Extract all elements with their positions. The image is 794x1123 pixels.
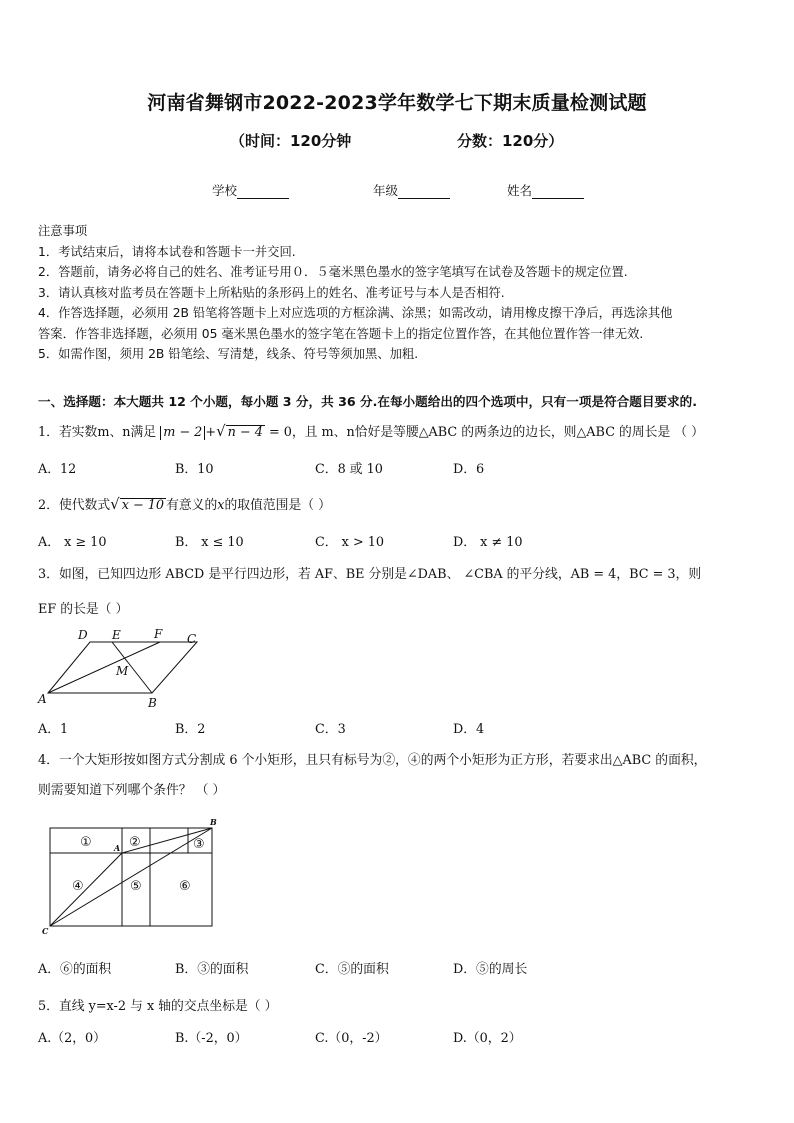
q2-stem: 2．使代数式 (38, 498, 111, 513)
q3-label-d: D (78, 628, 88, 642)
q4-option-b[interactable]: B．③的面积 (175, 962, 249, 977)
q4-option-c[interactable]: C．⑤的面积 (315, 962, 389, 977)
q1-sqrt-expr: n − 4 (227, 425, 263, 440)
q4-label-a: A (114, 843, 121, 853)
q2-stem-mid: 有意义的 (166, 498, 218, 513)
q2-sqrt-sign: √ (110, 495, 120, 513)
question-5: 5．直线 y=x-2 与 x 轴的交点坐标是（ ） (38, 999, 278, 1014)
question-3-line2: EF 的长是（ ） (38, 602, 129, 617)
notice-item: 2．答题前，请务必将自己的姓名、准考证号用０．５毫米黑色墨水的签字笔填写在试卷及答题卡的规定位置. (38, 265, 628, 279)
q4-label-b: B (210, 817, 217, 827)
q4-cell-6: ⑥ (179, 879, 191, 894)
q3-label-e: E (112, 628, 121, 642)
q1-option-b[interactable]: B．10 (175, 462, 214, 477)
question-4-line1: 4．一个大矩形按如图方式分割成 6 个小矩形，且只有标号为②，④的两个小矩形为正方形，若要求出△ABC 的面积， (38, 753, 707, 768)
q3-label-f: F (154, 627, 163, 641)
notice-heading: 注意事项 (38, 224, 88, 238)
q2-option-b[interactable]: B． x ≤ 10 (175, 535, 244, 550)
q1-abs-expr: m − 2 (160, 426, 205, 440)
question-4-line2: 则需要知道下列哪个条件？ （ ） (38, 783, 226, 798)
notice-item: 3．请认真核对监考员在答题卡上所粘贴的条形码上的姓名、准考证号与本人是否相符. (38, 285, 505, 300)
q1-equals: = 0 (268, 425, 292, 440)
q5-option-a[interactable]: A.（2，0） (38, 1031, 106, 1046)
q3-label-m: M (116, 664, 129, 678)
q4-cell-4: ④ (72, 879, 84, 894)
q3-label-a: A (38, 692, 47, 706)
grade-label: 年级 (373, 183, 399, 198)
q4-cell-2: ② (129, 835, 141, 850)
q5-option-c[interactable]: C.（0，-2） (315, 1031, 388, 1046)
q1-option-d[interactable]: D．6 (453, 462, 485, 477)
q5-option-b[interactable]: B.（-2，0） (175, 1031, 248, 1046)
q2-option-c[interactable]: C． x > 10 (315, 535, 385, 550)
notice-item: 5．如需作图，须用 2B 铅笔绘、写清楚，线条、符号等须加黑、加粗. (38, 347, 419, 361)
q1-sqrt-sign: √ (216, 422, 226, 440)
q2-stem-end: 的取值范围是（ ） (224, 498, 331, 513)
q1-option-c[interactable]: C．8 或 10 (315, 462, 383, 477)
q3-label-c: C (187, 632, 197, 646)
q3-option-b[interactable]: B．2 (175, 722, 206, 737)
q4-cell-5: ⑤ (130, 879, 142, 894)
page-title: 河南省舞钢市2022-2023学年数学七下期末质量检测试题 (147, 92, 647, 114)
section-title: 一、选择题：本大题共 12 个小题，每小题 3 分，共 36 分.在每小题给出的四个选项中，只有一项是符合题目要求的. (38, 394, 698, 409)
q1-stem-end: ，且 m、n恰好是等腰△ABC 的两条边的边长，则△ABC 的周长是 （ ） (291, 425, 704, 440)
notice-item: 1．考试结束后，请将本试卷和答题卡一并交回. (38, 244, 296, 259)
q5-option-d[interactable]: D.（0，2） (453, 1031, 522, 1046)
exam-time: （时间：120分钟 (230, 132, 352, 150)
q4-cell-3: ③ (193, 837, 205, 852)
q4-cell-1: ① (80, 835, 92, 850)
q3-option-d[interactable]: D．4 (453, 722, 485, 737)
notice-item: 答案．作答非选择题，必须用 05 毫米黑色墨水的签字笔在答题卡上的指定位置作答，在其他位置作答一律无效. (38, 326, 644, 341)
q2-option-d[interactable]: D． x ≠ 10 (453, 535, 523, 550)
q4-option-d[interactable]: D．⑤的周长 (453, 962, 528, 977)
school-label: 学校 (212, 183, 238, 198)
q2-var: x (217, 498, 225, 513)
q3-option-c[interactable]: C．3 (315, 722, 346, 737)
q2-sqrt-expr: x − 10 (121, 498, 165, 513)
q1-stem: 1．若实数m、n满足 (38, 425, 157, 440)
q4-option-a[interactable]: A．⑥的面积 (38, 962, 112, 977)
q3-option-a[interactable]: A．1 (38, 722, 69, 737)
name-label: 姓名 (507, 183, 533, 198)
q4-label-c: C (42, 926, 49, 936)
notice-item: 4．作答选择题，必须用 2B 铅笔将答题卡上对应选项的方框涂满、涂黑；如需改动，请用橡皮擦干净后，再选涂其他 (38, 306, 673, 320)
question-3-line1: 3．如图，已知四边形 ABCD 是平行四边形，若 AF、BE 分别是∠DAB、 ∠CBA 的平分线，AB = 4，BC = 3，则 (38, 567, 702, 582)
q1-plus: + (205, 425, 217, 440)
q1-option-a[interactable]: A．12 (38, 462, 77, 477)
q2-option-a[interactable]: A． x ≥ 10 (38, 535, 107, 550)
q3-label-b: B (148, 696, 157, 710)
exam-score: 分数：120分） (457, 132, 564, 150)
